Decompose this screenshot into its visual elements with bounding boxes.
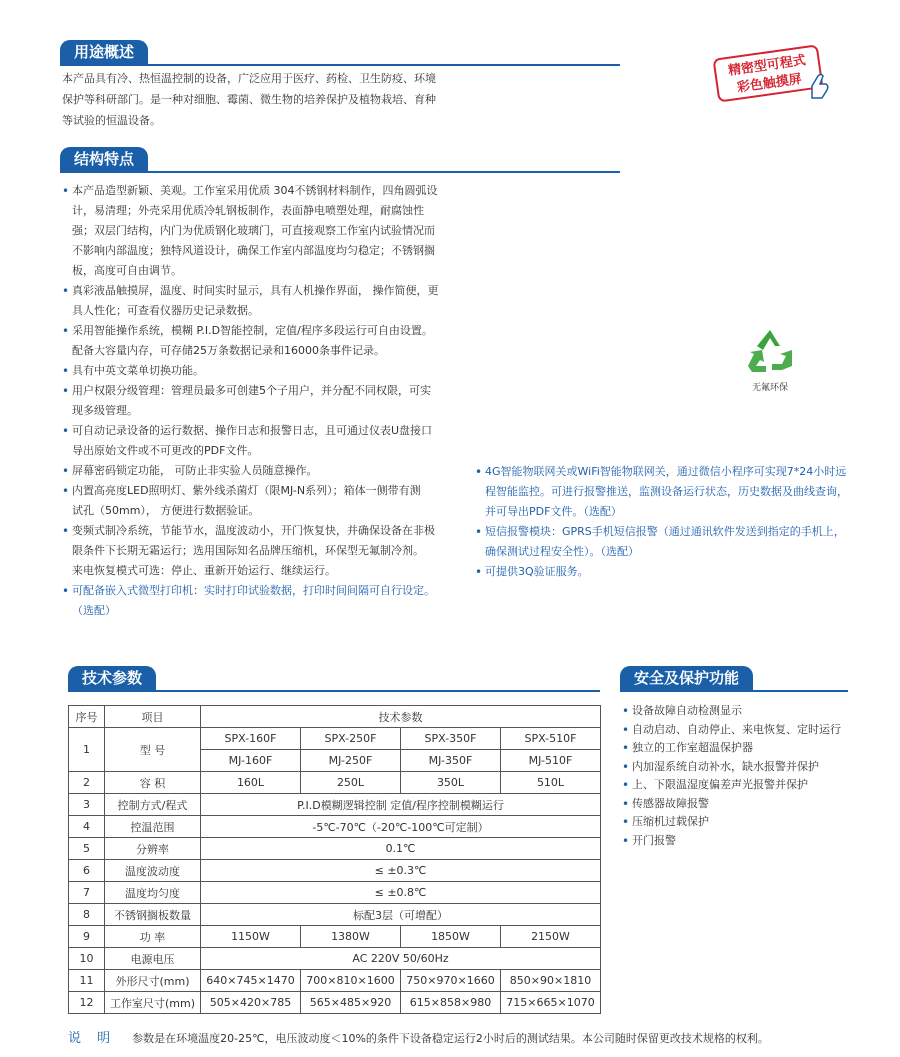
safety-title-rule bbox=[620, 690, 848, 692]
usage-line: 等试验的恒温设备。 bbox=[62, 114, 161, 127]
feature-item-3q-service: • 可提供3Q验证服务。 bbox=[475, 562, 855, 582]
usage-line: 保护等科研部门。是一种对细胞、霉菌、微生物的培养保护及植物栽培、育种 bbox=[62, 93, 436, 106]
table-row: 4 控温范围 -5℃-70℃（-20℃-100℃可定制） bbox=[69, 816, 601, 838]
table-row: 3 控制方式/程式 P.I.D模糊逻辑控制 定值/程序控制模糊运行 bbox=[69, 794, 601, 816]
footnote-text: 参数是在环境温度20-25℃，电压波动度＜10%的条件下设备稳定运行2小时后的测试结果。本公司随时保留更改技术规格的权利。 bbox=[132, 1032, 769, 1045]
feature-item: • 用户权限分级管理：管理员最多可创建5个子用户，并分配不同权限，可实 现多级管理。 bbox=[62, 381, 442, 421]
usage-line: 本产品具有冷、热恒温控制的设备，广泛应用于医疗、药检、卫生防疫、环境 bbox=[62, 72, 436, 85]
feature-item: • 变频式制冷系统，节能节水，温度波动小，开门恢复快，并确保设备在非极 限条件下长期无霜运行；选用国际知名品牌压缩机，环保型无氟制冷剂。 来电恢复模式可选：停止、重新开始运行、继续运行。 bbox=[62, 521, 442, 581]
table-row: 7 温度均匀度 ≤ ±0.8℃ bbox=[69, 882, 601, 904]
table-row: 5 分辨率 0.1℃ bbox=[69, 838, 601, 860]
usage-paragraph bbox=[62, 68, 622, 131]
structure-section-header bbox=[60, 147, 620, 173]
feature-item: • 本产品造型新颖、美观。工作室采用优质 304不锈钢材料制作，四角圆弧设 计，易清理；外壳采用优质冷轧钢板制作，表面静电喷塑处理，耐腐蚀性 强；双层门结构，内门为优质钢化玻璃门，可直接观察工作室内试验情况而 不影响内部温度；独特风道设计，确保工作室内部温度均匀稳定；不锈钢搁 板，高度可自由调节。 bbox=[62, 181, 442, 281]
feature-item-sms-alarm: • 短信报警模块：GPRS手机短信报警（通过通讯软件发送到指定的手机上， 确保测试过程安全性）。（选配） bbox=[475, 522, 855, 562]
table-header-row bbox=[69, 706, 601, 728]
header-no: 序号 bbox=[69, 706, 105, 728]
table-row: 1 型 号 SPX-160F SPX-250F SPX-350F SPX-510F bbox=[69, 728, 601, 750]
feature-item: • 真彩液晶触摸屏，温度、时间实时显示，具有人机操作界面， 操作简便，更 具人性化；可查看仪器历史记录数据。 bbox=[62, 281, 442, 321]
feature-item-optional-printer: • 可配备嵌入式微型打印机：实时打印试验数据，打印时间间隔可自行设定。 （选配） bbox=[62, 581, 442, 621]
safety-item: • 内加湿系统自动补水，缺水报警并保护 bbox=[622, 758, 852, 777]
header-params: 技术参数 bbox=[201, 706, 601, 728]
table-row: 2 容 积 160L 250L 350L 510L bbox=[69, 772, 601, 794]
table-row: 9 功 率 1150W 1380W 1850W 2150W bbox=[69, 926, 601, 948]
stamp-line2: 彩色触摸屏 bbox=[736, 71, 803, 96]
feature-item-iot-gateway: • 4G智能物联网关或WiFi智能物联网关，通过微信小程序可实现7*24小时远 程智能监控。可进行报警推送，监测设备运行状态，历史数据及曲线查询， 并可导出PDF文件。（选配） bbox=[475, 462, 855, 522]
feature-item: • 可自动记录设备的运行数据、操作日志和报警日志，且可通过仪表U盘接口 导出原始文件或不可更改的PDF文件。 bbox=[62, 421, 442, 461]
optional-feature-list bbox=[475, 462, 855, 582]
header-item: 项目 bbox=[105, 706, 201, 728]
stamp-badge-icon bbox=[712, 42, 830, 104]
safety-title: 安全及保护功能 bbox=[620, 666, 753, 690]
safety-feature-list bbox=[622, 702, 852, 850]
feature-item: • 具有中英文菜单切换功能。 bbox=[62, 361, 442, 381]
table-row: MJ-160F MJ-250F MJ-350F MJ-510F bbox=[69, 750, 601, 772]
touchscreen-stamp bbox=[712, 42, 830, 104]
usage-section-header bbox=[60, 40, 620, 66]
safety-item: • 独立的工作室超温保护器 bbox=[622, 739, 852, 758]
footnote bbox=[68, 1027, 769, 1046]
feature-item: • 内置高亮度LED照明灯、紫外线杀菌灯（限MJ-N系列）；箱体一侧带有测 试孔（50mm）， 方便进行数据验证。 bbox=[62, 481, 442, 521]
safety-item: • 设备故障自动检测显示 bbox=[622, 702, 852, 721]
usage-title: 用途概述 bbox=[60, 40, 148, 64]
footnote-label: 说 明 bbox=[68, 1031, 117, 1046]
safety-section-header bbox=[620, 666, 848, 692]
tech-title-rule bbox=[68, 690, 600, 692]
tech-title: 技术参数 bbox=[68, 666, 156, 690]
feature-item: • 屏幕密码锁定功能， 可防止非实验人员随意操作。 bbox=[62, 461, 442, 481]
spec-table bbox=[68, 705, 601, 1014]
stamp-line1: 精密型可程式 bbox=[727, 53, 807, 79]
structure-feature-list bbox=[62, 181, 442, 621]
structure-title-rule bbox=[60, 171, 620, 173]
table-row: 6 温度波动度 ≤ ±0.3℃ bbox=[69, 860, 601, 882]
usage-title-rule bbox=[60, 64, 620, 66]
recycle-caption: 无氟环保 bbox=[751, 383, 788, 393]
tech-section-header bbox=[68, 666, 600, 692]
table-row: 12 工作室尺寸(mm) 505×420×785 565×485×920 615×858×980 715×665×1070 bbox=[69, 992, 601, 1014]
safety-item: • 上、下限温湿度偏差声光报警并保护 bbox=[622, 776, 852, 795]
safety-item: • 开门报警 bbox=[622, 832, 852, 851]
table-row: 10 电源电压 AC 220V 50/60Hz bbox=[69, 948, 601, 970]
safety-item: • 传感器故障报警 bbox=[622, 795, 852, 814]
structure-title: 结构特点 bbox=[60, 147, 148, 171]
feature-item: • 采用智能操作系统，模糊 P.I.D智能控制，定值/程序多段运行可自由设置。 配备大容量内存，可存储25万条数据记录和16000条事件记录。 bbox=[62, 321, 442, 361]
safety-item: • 自动启动、自动停止、来电恢复、定时运行 bbox=[622, 721, 852, 740]
table-row: 8 不锈钢搁板数量 标配3层（可增配） bbox=[69, 904, 601, 926]
table-row: 11 外形尺寸(mm) 640×745×1470 700×810×1600 750×970×1660 850×90×1810 bbox=[69, 970, 601, 992]
safety-item: • 压缩机过载保护 bbox=[622, 813, 852, 832]
recycle-icon bbox=[742, 326, 798, 376]
recycle-badge bbox=[742, 326, 798, 396]
